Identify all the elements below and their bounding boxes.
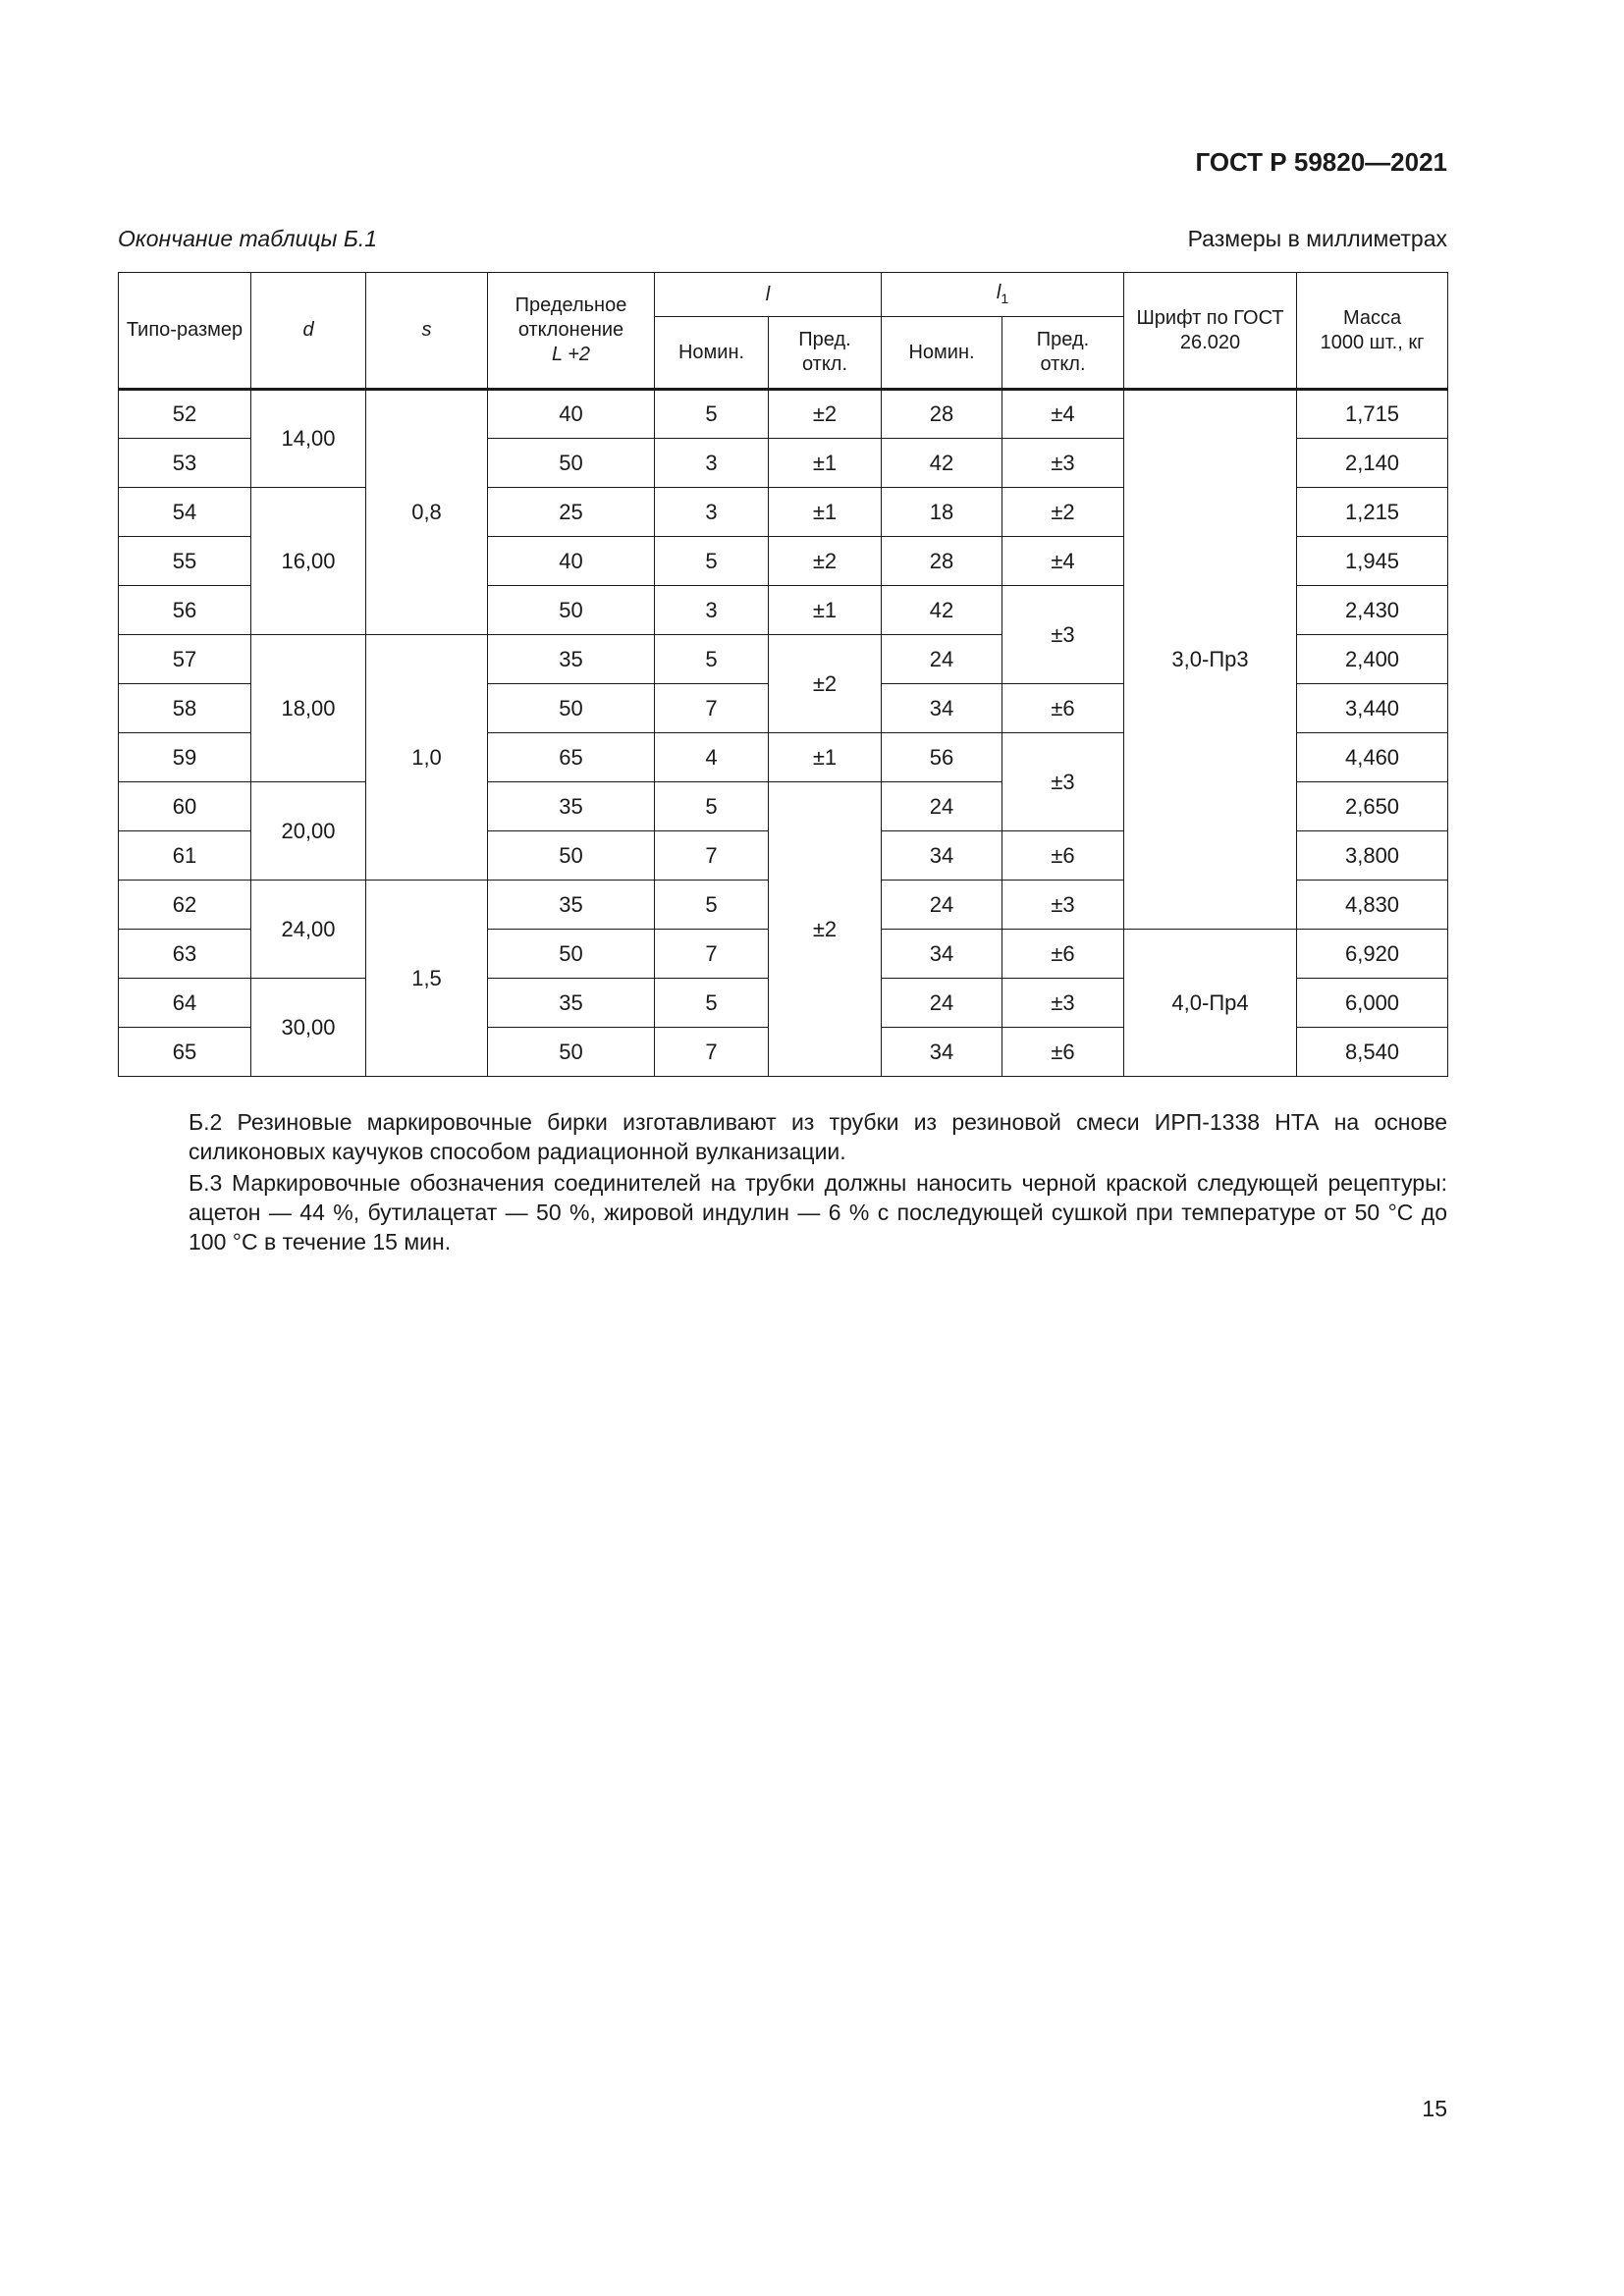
cell-type: 65 bbox=[119, 1028, 251, 1077]
cell-l1-nominal: 28 bbox=[882, 390, 1002, 439]
header-l-tol-line1: Пред. bbox=[798, 329, 851, 350]
cell-l-nominal: 3 bbox=[655, 439, 769, 488]
header-l: l bbox=[655, 273, 882, 317]
header-l1-base: l bbox=[996, 282, 1001, 304]
header-deviation-line2: отклонение bbox=[517, 319, 624, 341]
header-deviation-line3: L +2 bbox=[551, 344, 591, 365]
cell-mass: 3,440 bbox=[1297, 684, 1448, 733]
header-l1-nominal: Номин. bbox=[882, 317, 1002, 390]
cell-l-tolerance: ±2 bbox=[769, 537, 882, 586]
header-mass-line1: Масса bbox=[1342, 306, 1402, 329]
cell-l1-nominal: 18 bbox=[882, 488, 1002, 537]
paragraph-b3 bbox=[118, 1168, 1447, 1256]
paragraph-b2-text: Б.2 Резиновые маркировочные бирки изготавливают из трубки из резиновой смеси ИРП-1338 НТА на основе силиконовых каучуков способом радиационной вулканизации. bbox=[189, 1109, 1447, 1164]
cell-l1-nominal: 24 bbox=[882, 782, 1002, 831]
cell-type: 62 bbox=[119, 881, 251, 930]
cell-l-tolerance: ±2 bbox=[769, 390, 882, 439]
page-number: 15 bbox=[1422, 2096, 1447, 2121]
header-l1-sub: 1 bbox=[1001, 291, 1009, 307]
cell-font: 3,0-Пр3 bbox=[1124, 390, 1297, 930]
cell-l-nominal: 7 bbox=[655, 684, 769, 733]
cell-l-tolerance: ±2 bbox=[769, 782, 882, 1077]
cell-d: 16,00 bbox=[251, 488, 366, 635]
cell-deviation: 50 bbox=[488, 684, 655, 733]
cell-l-tolerance: ±1 bbox=[769, 488, 882, 537]
cell-l1-nominal: 24 bbox=[882, 979, 1002, 1028]
cell-mass: 2,650 bbox=[1297, 782, 1448, 831]
cell-l-nominal: 3 bbox=[655, 488, 769, 537]
cell-l1-tolerance: ±6 bbox=[1002, 930, 1124, 979]
cell-l-tolerance: ±2 bbox=[769, 635, 882, 733]
cell-l1-nominal: 42 bbox=[882, 439, 1002, 488]
cell-l-nominal: 5 bbox=[655, 782, 769, 831]
cell-d: 18,00 bbox=[251, 635, 366, 782]
cell-l-nominal: 7 bbox=[655, 831, 769, 881]
cell-mass: 2,430 bbox=[1297, 586, 1448, 635]
cell-mass: 1,215 bbox=[1297, 488, 1448, 537]
cell-l-nominal: 5 bbox=[655, 881, 769, 930]
cell-font: 4,0-Пр4 bbox=[1124, 930, 1297, 1077]
cell-l1-tolerance: ±4 bbox=[1002, 537, 1124, 586]
header-l1 bbox=[882, 273, 1124, 317]
cell-deviation: 35 bbox=[488, 782, 655, 831]
cell-type: 61 bbox=[119, 831, 251, 881]
cell-l1-nominal: 42 bbox=[882, 586, 1002, 635]
units-note: Размеры в миллиметрах bbox=[1187, 226, 1447, 251]
cell-l1-tolerance: ±6 bbox=[1002, 831, 1124, 881]
cell-deviation: 35 bbox=[488, 635, 655, 684]
cell-mass: 6,920 bbox=[1297, 930, 1448, 979]
cell-s: 0,8 bbox=[366, 390, 488, 635]
cell-d: 24,00 bbox=[251, 881, 366, 979]
cell-mass: 4,830 bbox=[1297, 881, 1448, 930]
cell-type: 58 bbox=[119, 684, 251, 733]
cell-l1-tolerance: ±4 bbox=[1002, 390, 1124, 439]
cell-type: 63 bbox=[119, 930, 251, 979]
cell-l1-tolerance: ±3 bbox=[1002, 733, 1124, 831]
cell-l1-tolerance: ±2 bbox=[1002, 488, 1124, 537]
cell-mass: 1,945 bbox=[1297, 537, 1448, 586]
cell-mass: 3,800 bbox=[1297, 831, 1448, 881]
cell-s: 1,5 bbox=[366, 881, 488, 1077]
cell-deviation: 35 bbox=[488, 881, 655, 930]
cell-l-nominal: 4 bbox=[655, 733, 769, 782]
paragraph-b3-text: Б.3 Маркировочные обозначения соединителей на трубки должны наносить черной краской следующей рецептуры: ацетон — 44 %, бутилацетат — 50 %, жировой индулин — 6 % с последующей сушкой при температуре от 50 °C до 100 °C в течение 15 мин. bbox=[189, 1170, 1447, 1255]
cell-l1-tolerance: ±3 bbox=[1002, 881, 1124, 930]
cell-l1-nominal: 24 bbox=[882, 635, 1002, 684]
cell-type: 57 bbox=[119, 635, 251, 684]
cell-d: 14,00 bbox=[251, 390, 366, 488]
cell-deviation: 65 bbox=[488, 733, 655, 782]
cell-l1-nominal: 56 bbox=[882, 733, 1002, 782]
cell-l-nominal: 7 bbox=[655, 930, 769, 979]
cell-type: 54 bbox=[119, 488, 251, 537]
cell-l1-tolerance: ±6 bbox=[1002, 684, 1124, 733]
cell-l-tolerance: ±1 bbox=[769, 586, 882, 635]
cell-l1-nominal: 34 bbox=[882, 831, 1002, 881]
header-l-tolerance bbox=[769, 317, 882, 390]
cell-l-tolerance: ±1 bbox=[769, 733, 882, 782]
header-l1-tolerance bbox=[1002, 317, 1124, 390]
cell-d: 20,00 bbox=[251, 782, 366, 881]
cell-deviation: 50 bbox=[488, 930, 655, 979]
cell-type: 59 bbox=[119, 733, 251, 782]
cell-type: 60 bbox=[119, 782, 251, 831]
cell-type: 53 bbox=[119, 439, 251, 488]
cell-l1-nominal: 34 bbox=[882, 1028, 1002, 1077]
cell-l-nominal: 5 bbox=[655, 390, 769, 439]
cell-l-nominal: 7 bbox=[655, 1028, 769, 1077]
header-s: s bbox=[366, 273, 488, 390]
cell-mass: 1,715 bbox=[1297, 390, 1448, 439]
header-l-tol-line2: откл. bbox=[801, 353, 848, 375]
document-code: ГОСТ Р 59820—2021 bbox=[1195, 147, 1447, 177]
header-d: d bbox=[251, 273, 366, 390]
cell-deviation: 25 bbox=[488, 488, 655, 537]
cell-deviation: 40 bbox=[488, 390, 655, 439]
cell-mass: 8,540 bbox=[1297, 1028, 1448, 1077]
header-l1-tol-line1: Пред. bbox=[1036, 329, 1090, 350]
cell-l1-tolerance: ±6 bbox=[1002, 1028, 1124, 1077]
header-font: Шрифт по ГОСТ 26.020 bbox=[1124, 273, 1297, 390]
cell-mass: 2,140 bbox=[1297, 439, 1448, 488]
cell-s: 1,0 bbox=[366, 635, 488, 881]
cell-mass: 6,000 bbox=[1297, 979, 1448, 1028]
header-l-nominal: Номин. bbox=[655, 317, 769, 390]
cell-deviation: 50 bbox=[488, 1028, 655, 1077]
dimensions-table bbox=[118, 272, 1448, 1077]
cell-l1-nominal: 34 bbox=[882, 684, 1002, 733]
header-l1-tol-line2: откл. bbox=[1040, 353, 1086, 375]
cell-type: 64 bbox=[119, 979, 251, 1028]
table-row bbox=[119, 390, 1448, 439]
cell-deviation: 50 bbox=[488, 831, 655, 881]
cell-l1-nominal: 34 bbox=[882, 930, 1002, 979]
cell-deviation: 35 bbox=[488, 979, 655, 1028]
header-mass bbox=[1297, 273, 1448, 390]
cell-l-nominal: 5 bbox=[655, 635, 769, 684]
cell-l-nominal: 5 bbox=[655, 537, 769, 586]
cell-l-nominal: 5 bbox=[655, 979, 769, 1028]
cell-l1-nominal: 24 bbox=[882, 881, 1002, 930]
cell-l-nominal: 3 bbox=[655, 586, 769, 635]
cell-deviation: 50 bbox=[488, 586, 655, 635]
header-deviation-line1: Предельное bbox=[514, 294, 627, 316]
header-type: Типо-размер bbox=[119, 273, 251, 390]
cell-l1-tolerance: ±3 bbox=[1002, 439, 1124, 488]
cell-l-tolerance: ±1 bbox=[769, 439, 882, 488]
cell-l1-tolerance: ±3 bbox=[1002, 586, 1124, 684]
cell-deviation: 50 bbox=[488, 439, 655, 488]
cell-type: 52 bbox=[119, 390, 251, 439]
cell-l1-tolerance: ±3 bbox=[1002, 979, 1124, 1028]
header-deviation bbox=[488, 273, 655, 390]
cell-d: 30,00 bbox=[251, 979, 366, 1077]
cell-deviation: 40 bbox=[488, 537, 655, 586]
cell-type: 56 bbox=[119, 586, 251, 635]
cell-mass: 2,400 bbox=[1297, 635, 1448, 684]
cell-l1-nominal: 28 bbox=[882, 537, 1002, 586]
table-caption: Окончание таблицы Б.1 bbox=[118, 226, 378, 251]
paragraph-b2 bbox=[118, 1107, 1447, 1166]
header-mass-line2: 1000 шт., кг bbox=[1320, 331, 1425, 353]
cell-type: 55 bbox=[119, 537, 251, 586]
cell-mass: 4,460 bbox=[1297, 733, 1448, 782]
